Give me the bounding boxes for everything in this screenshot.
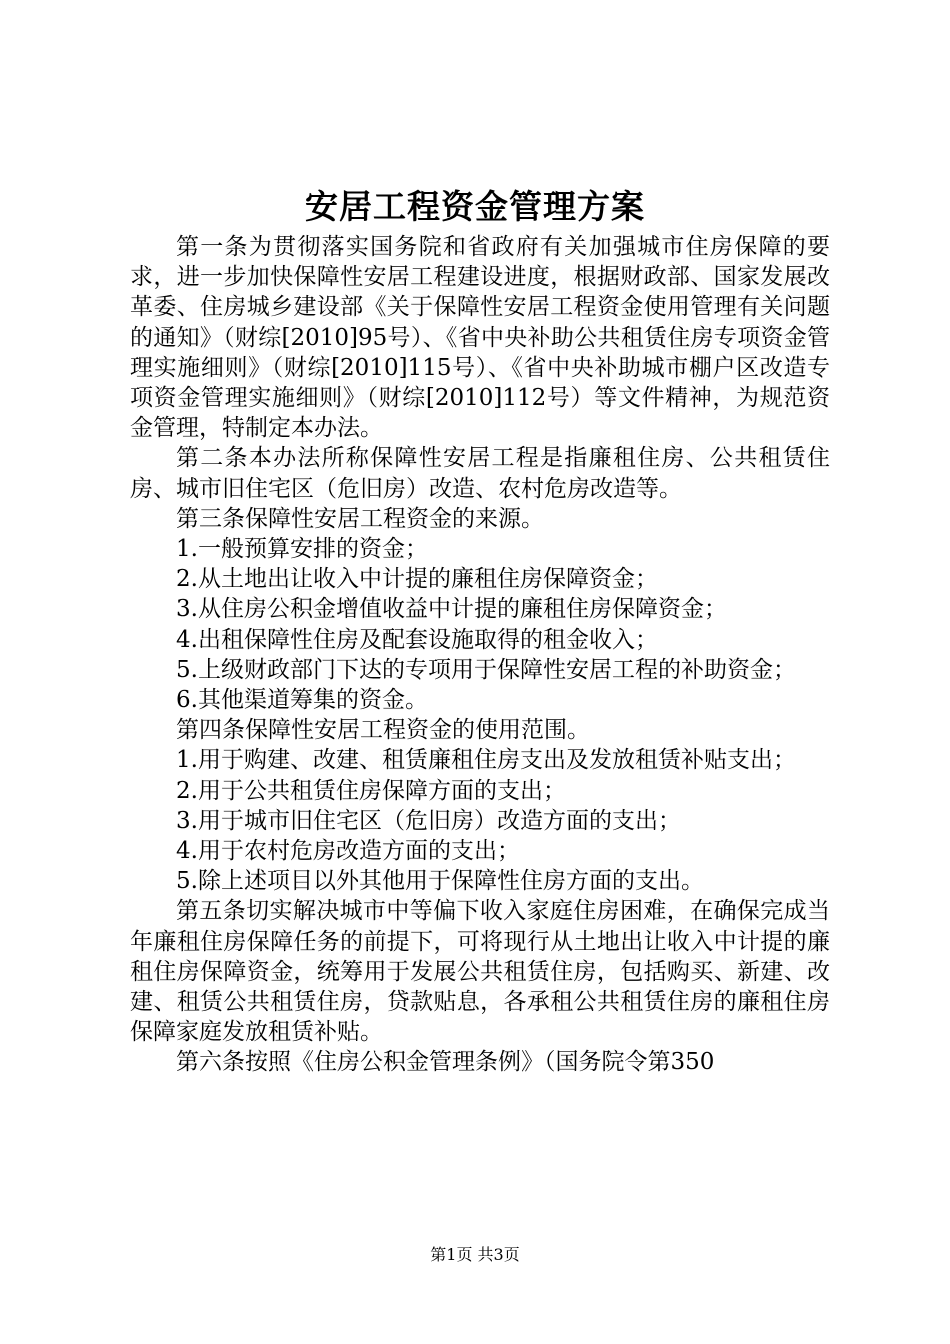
list-item-source-1: 1.一般预算安排的资金； — [176, 536, 428, 563]
list-item-usage-1: 1.用于购建、改建、租赁廉租住房支出及发放租赁补贴支出； — [176, 747, 796, 774]
paragraph-article-1: 第一条为贯彻落实国务院和省政府有关加强城市住房保障的要求，进一步加快保障性安居工程建设进度，根据财政部、国家发展改革委、住房城乡建设部《关于保障性安居工程资金使用管理有关问题的通知》（财综[2010]95号）、《省中央补助公共租赁住房专项资金管理实施细则》（财综[2010]115号）、《省中央补助城市棚户区改造专项资金管理实施细则》（财综[2010]112号）等文件精神，为规范资金管理，特制定本办法。 — [130, 234, 830, 442]
list-item-source-6: 6.其他渠道筹集的资金。 — [176, 687, 428, 714]
list-item-source-3: 3.从住房公积金增值收益中计提的廉租住房保障资金； — [176, 596, 727, 623]
list-item-usage-3: 3.用于城市旧住宅区（危旧房）改造方面的支出； — [176, 807, 681, 834]
document-title: 安居工程资金管理方案 — [305, 187, 645, 226]
paragraph-article-3: 第三条保障性安居工程资金的来源。 — [176, 505, 544, 532]
list-item-usage-2: 2.用于公共租赁住房保障方面的支出； — [176, 777, 566, 804]
paragraph-article-4: 第四条保障性安居工程资金的使用范围。 — [176, 717, 590, 744]
page-footer: 第1页 共3页 — [430, 1245, 520, 1264]
list-item-source-5: 5.上级财政部门下达的专项用于保障性安居工程的补助资金； — [176, 656, 796, 683]
document-body — [130, 232, 830, 1078]
paragraph-article-6: 第六条按照《住房公积金管理条例》（国务院令第350 — [176, 1049, 715, 1076]
list-item-source-4: 4.出租保障性住房及配套设施取得的租金收入； — [176, 626, 658, 653]
paragraph-article-2: 第二条本办法所称保障性安居工程是指廉租住房、公共租赁住房、城市旧住宅区（危旧房）改造、农村危房改造等。 — [130, 445, 830, 502]
paragraph-article-5: 第五条切实解决城市中等偏下收入家庭住房困难，在确保完成当年廉租住房保障任务的前提下，可将现行从土地出让收入中计提的廉租住房保障资金，统筹用于发展公共租赁住房，包括购买、新建、改建、租赁公共租赁住房，贷款贴息，各承租公共租赁住房的廉租住房保障家庭发放租赁补贴。 — [130, 898, 830, 1046]
list-item-source-2: 2.从土地出让收入中计提的廉租住房保障资金； — [176, 566, 658, 593]
list-item-usage-5: 5.除上述项目以外其他用于保障性住房方面的支出。 — [176, 868, 704, 895]
list-item-usage-4: 4.用于农村危房改造方面的支出； — [176, 838, 520, 865]
